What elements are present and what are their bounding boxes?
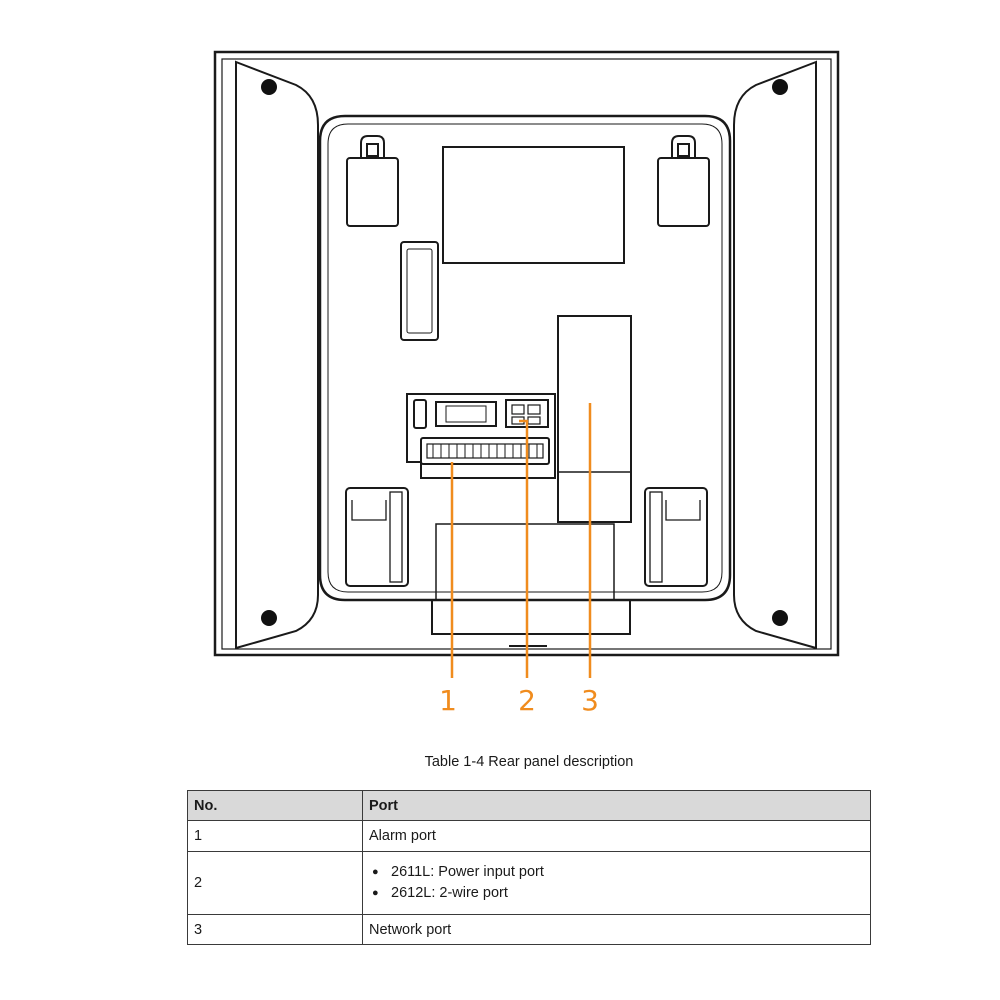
- table-header-row: [188, 791, 871, 821]
- clip-lower-right: [645, 488, 707, 586]
- callout-label-2: 2: [518, 684, 536, 717]
- bullet-item: ● 2612L: 2-wire port: [369, 883, 864, 904]
- callout-line-2: [519, 421, 527, 678]
- row-number: 2: [188, 852, 363, 915]
- label-area: [443, 147, 624, 263]
- bullet-item: ● 2611L: Power input port: [369, 862, 864, 883]
- table-row: [188, 852, 871, 915]
- port-bullet-list: [369, 862, 864, 904]
- header-port: Port: [363, 791, 871, 821]
- row-number: 1: [188, 821, 363, 852]
- table-caption: Table 1-4 Rear panel description: [424, 754, 634, 770]
- network-port: [558, 316, 631, 522]
- right-side-mount: [734, 62, 816, 648]
- left-side-mount: [236, 62, 318, 648]
- header-no: No.: [188, 791, 363, 821]
- connector-small-cutouts: [414, 400, 496, 428]
- rear-panel-table: [187, 790, 871, 945]
- row-port: [363, 852, 871, 915]
- back-panel: [320, 116, 730, 600]
- row-port: Network port: [363, 915, 871, 945]
- row-port: Alarm port: [363, 821, 871, 852]
- alarm-port-terminal: [421, 438, 549, 464]
- hanging-hook-right: [658, 136, 709, 226]
- hanging-hook-left: [347, 136, 398, 226]
- table-row: [188, 915, 871, 945]
- bottom-tab: [436, 524, 614, 600]
- clip-lower-left: [346, 488, 408, 586]
- row-number: 3: [188, 915, 363, 945]
- callout-label-1: 1: [439, 684, 457, 717]
- callout-label-3: 3: [581, 684, 599, 717]
- connector-block: [407, 394, 555, 478]
- table-row: [188, 821, 871, 852]
